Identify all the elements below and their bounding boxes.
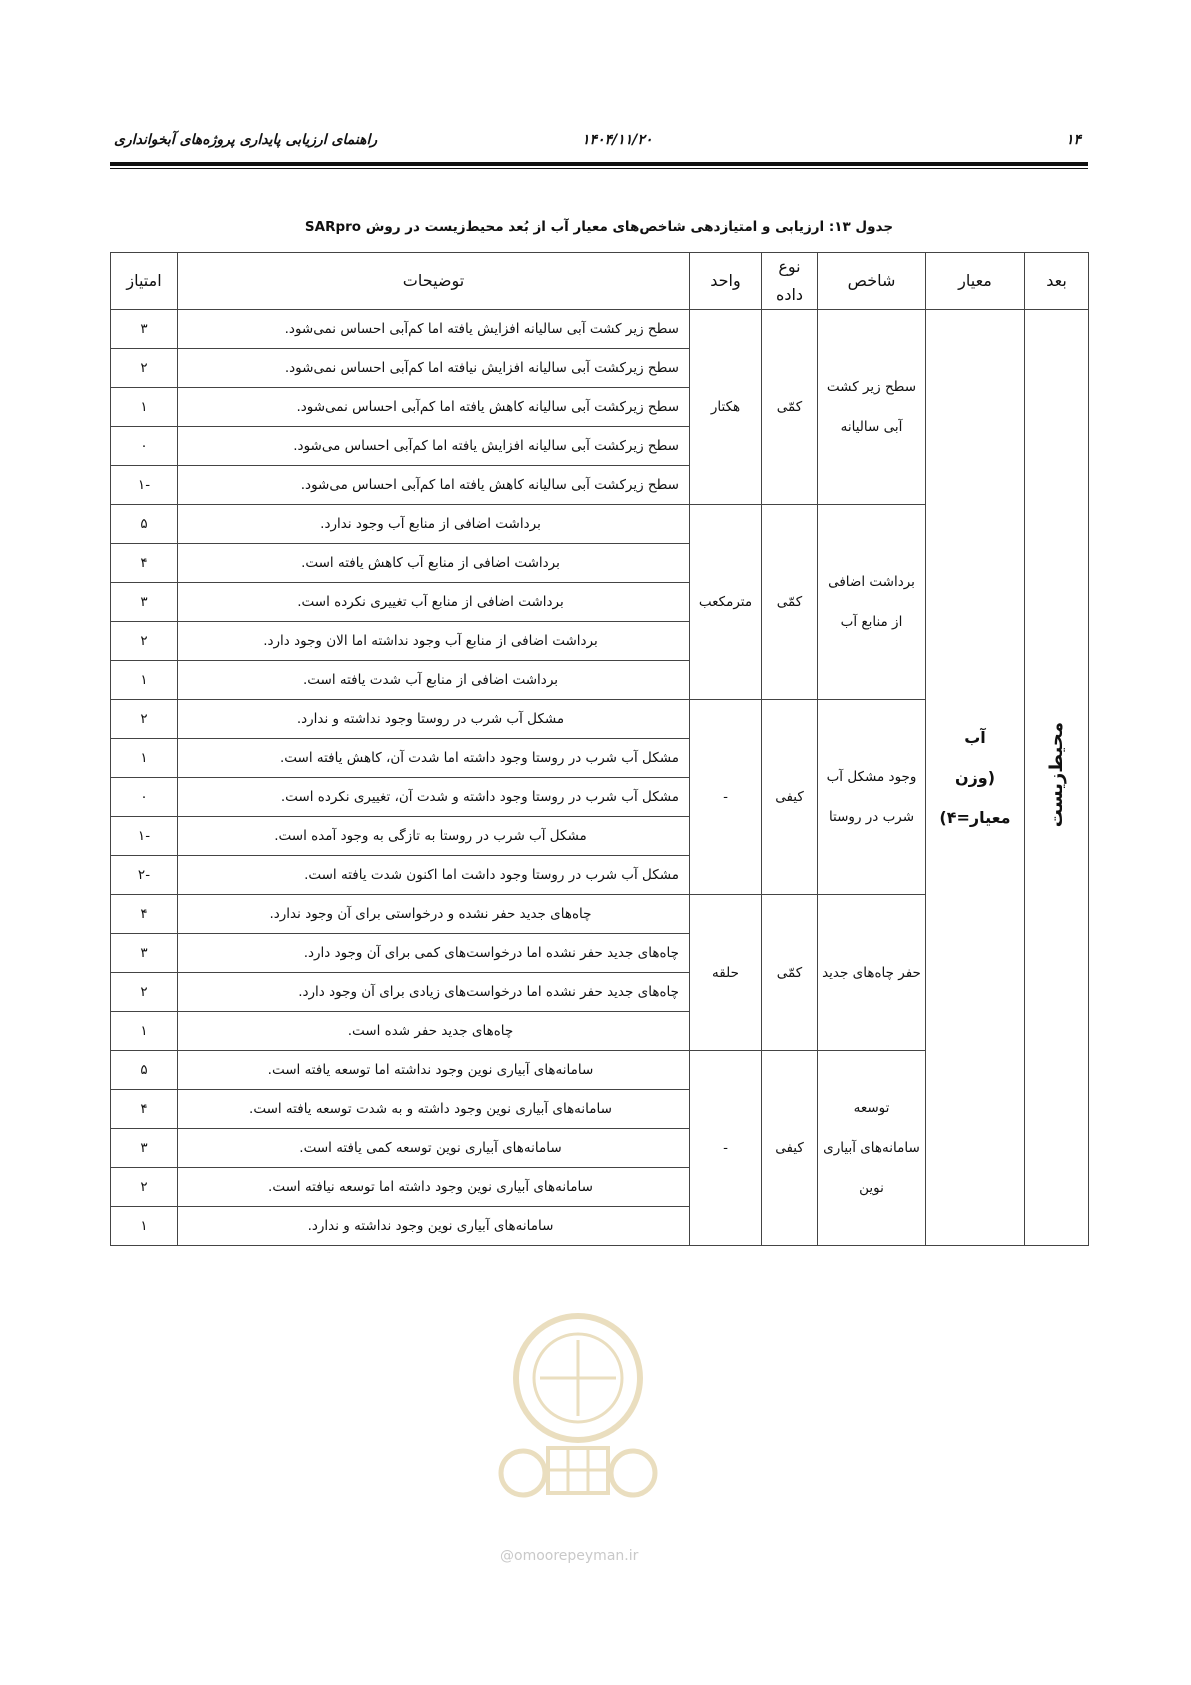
indicator-cell: حفر چاه‌های جدید: [818, 895, 926, 1051]
header-data-type: [762, 253, 818, 310]
score-cell: ۲: [111, 1168, 178, 1207]
criterion-line1: آب: [964, 727, 986, 747]
header-document-title: راهنمای ارزیابی پایداری پروژه‌های آبخوانداری: [114, 132, 378, 148]
header-indicator: شاخص: [818, 253, 926, 310]
description-cell: مشکل آب شرب در روستا وجود نداشته و ندارد.: [178, 700, 690, 739]
score-cell: ۱: [111, 739, 178, 778]
score-cell: -۱: [111, 817, 178, 856]
description-cell: مشکل آب شرب در روستا وجود داشته و شدت آن، تغییری نکرده است.: [178, 778, 690, 817]
score-cell: ۰: [111, 427, 178, 466]
criterion-line3: معیار=۴): [939, 807, 1011, 827]
description-cell: چاه‌های جدید حفر نشده و درخواستی برای آن وجود ندارد.: [178, 895, 690, 934]
header-score: امتیاز: [111, 253, 178, 310]
description-cell: چاه‌های جدید حفر نشده اما درخواست‌های زیادی برای آن وجود دارد.: [178, 973, 690, 1012]
dimension-label: محیط‌زیست: [1046, 722, 1067, 828]
score-cell: ۲: [111, 700, 178, 739]
indicator-cell: توسعه سامانه‌های آبیاری نوین: [818, 1051, 926, 1246]
header-data-type-line2: داده: [775, 285, 804, 304]
score-cell: ۴: [111, 1090, 178, 1129]
table-row: [111, 310, 1089, 349]
description-cell: سامانه‌های آبیاری نوین توسعه کمی یافته است.: [178, 1129, 690, 1168]
header-criterion: معیار: [926, 253, 1025, 310]
page-number: ۱۴: [1065, 132, 1081, 148]
header-dimension: بعد: [1025, 253, 1089, 310]
header-description: توضیحات: [178, 253, 690, 310]
watermark-text: @omoorepeyman.ir: [500, 1548, 639, 1564]
description-cell: سطح زیرکشت آبی سالیانه افزایش نیافته اما کم‌آبی احساس نمی‌شود.: [178, 349, 690, 388]
score-cell: -۲: [111, 856, 178, 895]
unit-cell: -: [690, 1051, 762, 1246]
score-cell: ۲: [111, 349, 178, 388]
score-cell: ۴: [111, 544, 178, 583]
evaluation-table: [110, 252, 1089, 1246]
description-cell: سطح زیرکشت آبی سالیانه کاهش یافته اما کم‌آبی احساس می‌شود.: [178, 466, 690, 505]
description-cell: برداشت اضافی از منابع آب تغییری نکرده است.: [178, 583, 690, 622]
score-cell: ۱: [111, 661, 178, 700]
data-type-cell: کیفی: [762, 1051, 818, 1246]
header-date: ۱۴۰۴/۱۱/۲۰: [582, 132, 653, 148]
description-cell: سامانه‌های آبیاری نوین وجود نداشته و ندارد.: [178, 1207, 690, 1246]
table-header-row: [111, 253, 1089, 310]
header-unit: واحد: [690, 253, 762, 310]
score-cell: ۳: [111, 1129, 178, 1168]
score-cell: ۳: [111, 934, 178, 973]
table-caption: جدول ۱۳: ارزیابی و امتیازدهی شاخص‌های معیار آب از بُعد محیط‌زیست در روش SARpro: [304, 219, 894, 235]
score-cell: ۳: [111, 583, 178, 622]
description-cell: چاه‌های جدید حفر شده است.: [178, 1012, 690, 1051]
score-cell: ۰: [111, 778, 178, 817]
description-cell: مشکل آب شرب در روستا وجود داشت اما اکنون شدت یافته است.: [178, 856, 690, 895]
description-cell: برداشت اضافی از منابع آب شدت یافته است.: [178, 661, 690, 700]
header-data-type-line1: نوع: [778, 257, 801, 276]
unit-cell: -: [690, 700, 762, 895]
description-cell: سامانه‌های آبیاری نوین وجود داشته اما توسعه نیافته است.: [178, 1168, 690, 1207]
criterion-line2: (وزن: [954, 767, 996, 787]
indicator-cell: سطح زیر کشت آبی سالیانه: [818, 310, 926, 505]
description-cell: سطح زیرکشت آبی سالیانه کاهش یافته اما کم‌آبی احساس نمی‌شود.: [178, 388, 690, 427]
score-cell: ۴: [111, 895, 178, 934]
dimension-cell: [1025, 310, 1089, 1246]
description-cell: سطح زیرکشت آبی سالیانه افزایش یافته اما کم‌آبی احساس می‌شود.: [178, 427, 690, 466]
unit-cell: حلقه: [690, 895, 762, 1051]
data-type-cell: کیفی: [762, 700, 818, 895]
score-cell: ۲: [111, 622, 178, 661]
indicator-cell: وجود مشکل آب شرب در روستا: [818, 700, 926, 895]
score-cell: -۱: [111, 466, 178, 505]
seal-stamp-watermark: [478, 1298, 678, 1548]
criterion-cell: [926, 310, 1025, 1246]
description-cell: برداشت اضافی از منابع آب کاهش یافته است.: [178, 544, 690, 583]
score-cell: ۱: [111, 388, 178, 427]
description-cell: چاه‌های جدید حفر نشده اما درخواست‌های کمی برای آن وجود دارد.: [178, 934, 690, 973]
description-cell: برداشت اضافی از منابع آب وجود ندارد.: [178, 505, 690, 544]
data-type-cell: کمّی: [762, 505, 818, 700]
unit-cell: هکتار: [690, 310, 762, 505]
description-cell: مشکل آب شرب در روستا به تازگی به وجود آمده است.: [178, 817, 690, 856]
data-type-cell: کمّی: [762, 310, 818, 505]
score-cell: ۱: [111, 1207, 178, 1246]
running-header: [112, 128, 1087, 154]
indicator-cell: برداشت اضافی از منابع آب: [818, 505, 926, 700]
score-cell: ۱: [111, 1012, 178, 1051]
score-cell: ۵: [111, 1051, 178, 1090]
score-cell: ۵: [111, 505, 178, 544]
description-cell: سامانه‌های آبیاری نوین وجود نداشته اما توسعه یافته است.: [178, 1051, 690, 1090]
unit-cell: مترمکعب: [690, 505, 762, 700]
header-rule-thin: [110, 168, 1088, 169]
data-type-cell: کمّی: [762, 895, 818, 1051]
description-cell: برداشت اضافی از منابع آب وجود نداشته اما الان وجود دارد.: [178, 622, 690, 661]
score-cell: ۳: [111, 310, 178, 349]
description-cell: سامانه‌های آبیاری نوین وجود داشته و به شدت توسعه یافته است.: [178, 1090, 690, 1129]
header-rule-thick: [110, 162, 1088, 166]
description-cell: سطح زیر کشت آبی سالیانه افزایش یافته اما کم‌آبی احساس نمی‌شود.: [178, 310, 690, 349]
description-cell: مشکل آب شرب در روستا وجود داشته اما شدت آن، کاهش یافته است.: [178, 739, 690, 778]
score-cell: ۲: [111, 973, 178, 1012]
